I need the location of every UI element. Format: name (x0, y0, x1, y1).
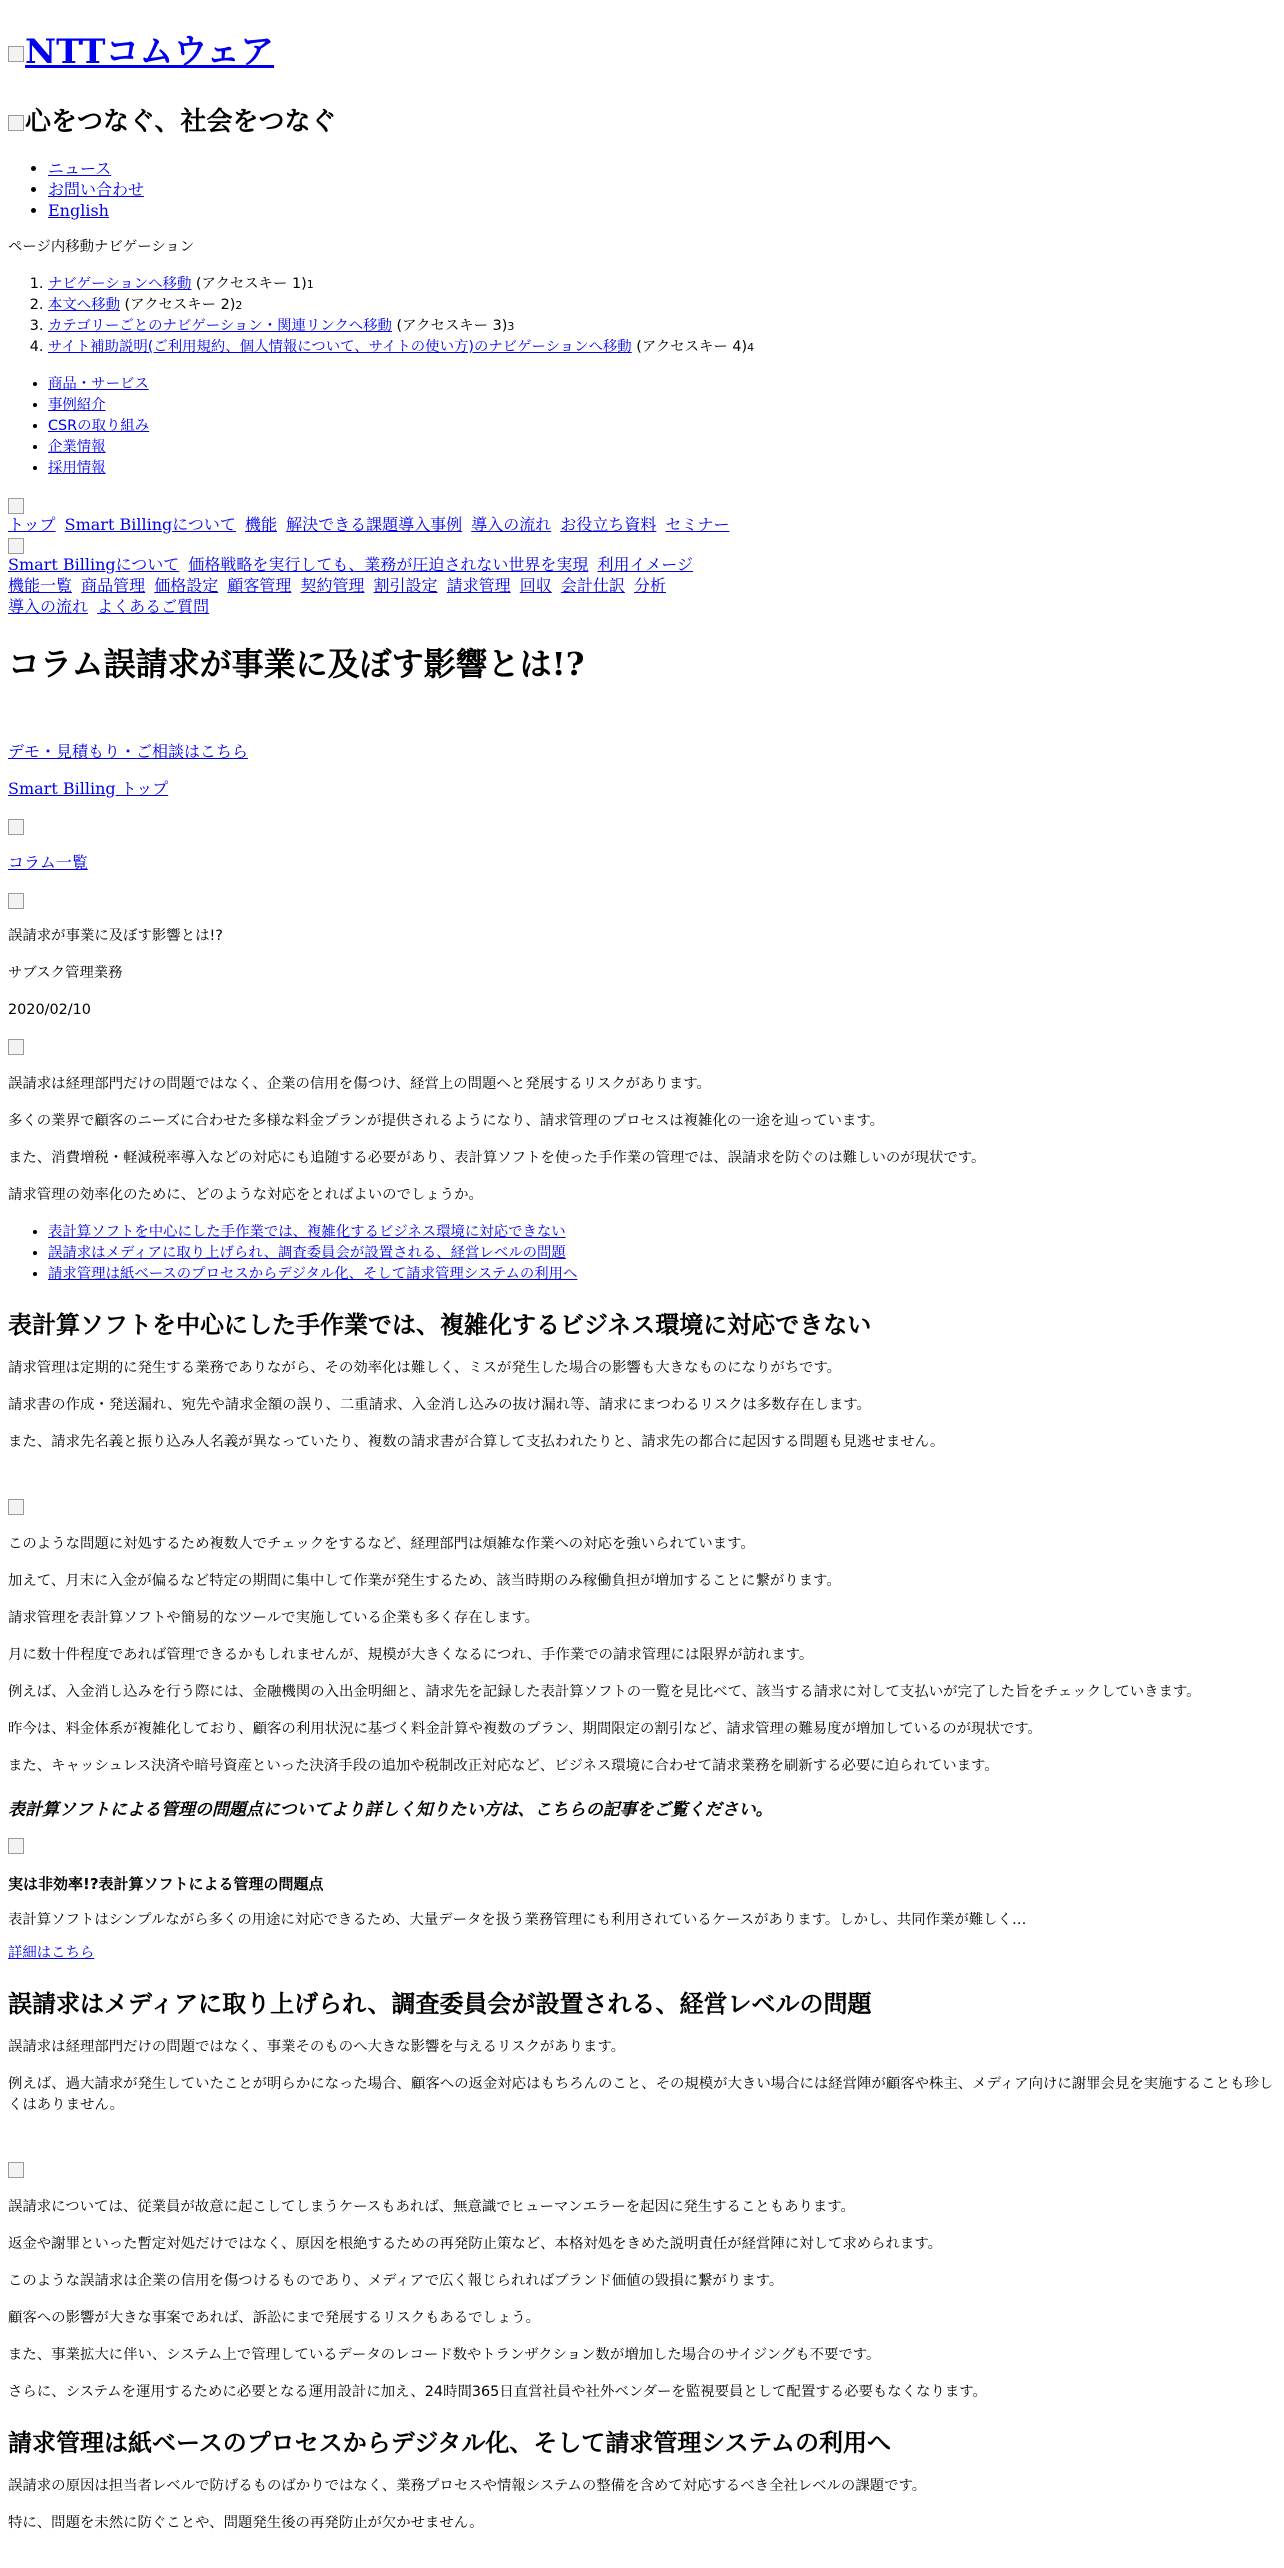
skip-nav-title: ページ内移動ナビゲーション (8, 239, 195, 255)
skip-to-nav-link[interactable]: ナビゲーションへ移動 (48, 276, 192, 292)
section-1-paragraph: 昨今は、料金体系が複雑化しており、顧客の利用状況に基づく料金計算や複数のプラン、期間限定の割引など、請求管理の難易度が増加しているのが現状です。 (8, 1721, 1042, 1737)
section-2-paragraph: 返金や謝罪といった暫定対処だけではなく、原因を根絶するための再発防止策など、本格対処をきめた説明責任が経営陣に対して求められます。 (8, 2236, 942, 2252)
global-nav-cases[interactable]: 事例紹介 (48, 397, 106, 413)
section-2-paragraph: また、事業拡大に伴い、システム上で管理しているデータのレコード数やトランザクション数が増加した場合のサイジングも不要です。 (8, 2347, 881, 2363)
product-nav-about[interactable]: Smart Billingについて (64, 515, 236, 534)
sub-nav-link[interactable]: 回収 (519, 576, 552, 595)
article-thumbnail (8, 889, 1276, 910)
intro-paragraph: また、消費増税・軽減税率導入などの対応にも追随する必要があり、表計算ソフトを使った手作業の管理では、誤請求を防ぐのは難しいのが現状です。 (8, 1150, 986, 1166)
access-key-number: 4 (747, 341, 755, 354)
sub-nav-link[interactable]: 契約管理 (300, 576, 365, 595)
global-nav-item (48, 416, 1276, 437)
skip-nav-note: (アクセスキー 1) (191, 276, 307, 292)
sub-nav-flow (8, 596, 1276, 617)
product-nav (8, 514, 1276, 535)
global-nav-products[interactable]: 商品・サービス (48, 376, 149, 392)
utility-links (8, 158, 1276, 221)
skip-nav-item (48, 337, 1276, 358)
section-2-paragraph: 誤請求は経理部門だけの問題ではなく、事業そのものへ大きな影響を与えるリスクがあります。 (8, 2039, 626, 2055)
utility-link-item (48, 200, 1276, 221)
related-article-title: 実は非効率!?表計算ソフトによる管理の問題点 (8, 1875, 324, 1893)
tagline (8, 101, 1276, 138)
sub-nav-link[interactable]: 割引設定 (373, 576, 438, 595)
toc-link-section-3[interactable]: 請求管理は紙ベースのプロセスからデジタル化、そして請求管理システムの利用へ (48, 1266, 578, 1282)
sub-nav-about (8, 554, 1276, 575)
intro-paragraph: 多くの業界で顧客のニーズに合わせた多様な料金プランが提供されるようになり、請求管理のプロセスは複雑化の一途を辿っています。 (8, 1113, 884, 1129)
related-article-image-icon (8, 1838, 24, 1854)
skip-nav-note: (アクセスキー 2) (119, 297, 236, 313)
related-article-heading: 表計算ソフトによる管理の問題点についてより詳しく知りたい方は、こちらの記事をご覧ください。 (8, 1800, 773, 1820)
section-2-paragraph: さらに、システムを運用するために必要となる運用設計に加え、24時間365日直営社員や社外ベンダーを監視要員として配置する必要もなくなります。 (8, 2384, 987, 2400)
global-nav-csr[interactable]: CSRの取り組み (48, 418, 150, 434)
toc-link-section-1[interactable]: 表計算ソフトを中心にした手作業では、複雑化するビジネス環境に対応できない (48, 1224, 566, 1240)
contact-link[interactable]: お問い合わせ (48, 180, 145, 199)
product-nav-resources[interactable]: お役立ち資料 (560, 515, 657, 534)
article-thumbnail-icon (8, 893, 24, 909)
section-2-image (8, 2160, 1276, 2181)
logo-text: NTTコムウェア (25, 32, 275, 72)
section-1-paragraph: また、キャッシュレス決済や暗号資産といった決済手段の追加や税制改正対応など、ビジネス環境に合わせて請求業務を刷新する必要に迫られています。 (8, 1758, 999, 1774)
utility-link-item (48, 158, 1276, 179)
sub-nav-link[interactable]: 機能一覧 (8, 576, 73, 595)
site-logo-link[interactable] (8, 32, 274, 72)
toc-item (48, 1222, 1276, 1243)
utility-link-item (48, 179, 1276, 200)
column-list-link[interactable]: コラム一覧 (8, 853, 88, 872)
sub-nav-link[interactable]: 顧客管理 (227, 576, 292, 595)
skip-to-site-help-link[interactable]: サイト補助説明(ご利用規約、個人情報について、サイトの使い方)のナビゲーションへ移動 (48, 339, 632, 355)
section-2-paragraph: 例えば、過大請求が発生していたことが明らかになった場合、顧客への返金対応はもちろんのこと、その規模が大きい場合には経営陣が顧客や株主、メディア向けに謝罪会見を実施することも珍しくはありません。 (8, 2076, 1274, 2113)
section-1-paragraph: また、請求先名義と振り込み人名義が異なっていたり、複数の請求書が合算して支払われたりと、請求先の都合に起因する問題も見逃せません。 (8, 1434, 945, 1450)
section-1-image-icon (8, 1499, 24, 1515)
product-nav-flow[interactable]: 導入の流れ (471, 515, 552, 534)
section-1-paragraph: 例えば、入金消し込みを行う際には、金融機関の入出金明細と、請求先を記録した表計算ソフトの一覧を見比べて、該当する請求に対して支払いが完了した旨をチェックしていきます。 (8, 1684, 1201, 1700)
product-nav-seminar[interactable]: セミナー (665, 515, 730, 534)
skip-to-category-link[interactable]: カテゴリーごとのナビゲーション・関連リンクへ移動 (48, 318, 392, 334)
english-link[interactable]: English (48, 201, 109, 220)
article-hero-image (8, 1037, 1276, 1058)
skip-to-main-link[interactable]: 本文へ移動 (48, 297, 120, 313)
global-nav-item (48, 458, 1276, 479)
skip-nav-note: (アクセスキー 4) (631, 339, 748, 355)
section-3-heading: 請求管理は紙ベースのプロセスからデジタル化、そして請求管理システムの利用へ (8, 2429, 891, 2457)
global-nav-item (48, 395, 1276, 416)
related-article-detail-link[interactable]: 詳細はこちら (8, 1945, 95, 1961)
section-1-paragraph: 月に数十件程度であれば管理できるかもしれませんが、規模が大きくなるにつれ、手作業での請求管理には限界が訪れます。 (8, 1647, 814, 1663)
cta-paragraph (8, 741, 1276, 762)
sub-nav-link[interactable]: 利用イメージ (597, 555, 694, 574)
sub-nav-features (8, 575, 1276, 596)
toc-item (48, 1264, 1276, 1285)
article-title: 誤請求が事業に及ぼす影響とは!? (8, 928, 223, 944)
section-2-image-icon (8, 2162, 24, 2178)
sub-nav-link[interactable]: 分析 (633, 576, 666, 595)
site-logo-heading (8, 24, 1276, 73)
section-1-image (8, 1497, 1276, 1518)
demo-quote-link[interactable]: デモ・見積もり・ご相談はこちら (8, 742, 249, 761)
sub-nav-image (8, 535, 1276, 554)
skip-nav-list (8, 274, 1276, 358)
sub-nav-link[interactable]: 価格設定 (154, 576, 219, 595)
article (8, 926, 1276, 2534)
access-key-number: 3 (507, 320, 515, 333)
product-nav-features[interactable]: 機能 (245, 515, 278, 534)
related-article-link-paragraph (8, 1943, 1276, 1964)
toc-item (48, 1243, 1276, 1264)
intro-paragraph: 誤請求は経理部門だけの問題ではなく、企業の信用を傷つけ、経営上の問題へと発展するリスクがあります。 (8, 1076, 711, 1092)
section-2-paragraph: このような誤請求は企業の信用を傷つけるものであり、メディアで広く報じられればブランド価値の毀損に繋がります。 (8, 2273, 784, 2289)
article-date: 2020/02/10 (8, 1002, 91, 1018)
section-2-paragraph: 顧客への影響が大きな事案であれば、訴訟にまで発展するリスクもあるでしょう。 (8, 2310, 541, 2326)
column-list-paragraph (8, 852, 1276, 873)
global-nav-company[interactable]: 企業情報 (48, 439, 106, 455)
section-1-paragraph: 請求管理は定期的に発生する業務でありながら、その効率化は難しく、ミスが発生した場合の影響も大きなものになりがちです。 (8, 1360, 842, 1376)
section-2-heading: 誤請求はメディアに取り上げられ、調査委員会が設置される、経営レベルの問題 (8, 1990, 872, 2018)
skip-nav-item (48, 274, 1276, 295)
section-2-paragraph: 誤請求については、従業員が故意に起こしてしまうケースもあれば、無意識でヒューマンエラーを起因に発生することもあります。 (8, 2199, 855, 2215)
global-nav-recruit[interactable]: 採用情報 (48, 460, 106, 476)
global-nav (8, 374, 1276, 479)
skip-nav-item (48, 316, 1276, 337)
table-of-contents (8, 1222, 1276, 1285)
smart-billing-top-link[interactable]: Smart Billing トップ (8, 779, 169, 798)
sub-nav-link[interactable]: よくあるご質問 (97, 597, 210, 616)
sub-nav-link[interactable]: 商品管理 (81, 576, 146, 595)
article-category: サブスク管理業務 (8, 965, 123, 981)
section-1-paragraph: 請求管理を表計算ソフトや簡易的なツールで実施している企業も多く存在します。 (8, 1610, 540, 1626)
toc-link-section-2[interactable]: 誤請求はメディアに取り上げられ、調査委員会が設置される、経営レベルの問題 (48, 1245, 566, 1261)
tagline-image-icon (8, 115, 24, 131)
related-article-excerpt: 表計算ソフトはシンプルながら多くの用途に対応できるため、大量データを扱う業務管理にも利用されているケースがあります。しかし、共同作業が難しく… (8, 1912, 1027, 1928)
section-3-paragraph: 誤請求の原因は担当者レベルで防げるものばかりではなく、業務プロセスや情報システムの整備を含めて対応するべき全社レベルの課題です。 (8, 2478, 927, 2494)
article-hero-image-icon (8, 1039, 24, 1055)
skip-nav-note: (アクセスキー 3) (391, 318, 508, 334)
sub-nav-link[interactable]: Smart Billingについて (8, 555, 180, 574)
related-article-image (8, 1836, 1276, 1857)
product-logo (8, 495, 1276, 514)
section-1-paragraph: このような問題に対処するため複数人でチェックをするなど、経理部門は煩雑な作業への対応を強いられています。 (8, 1536, 755, 1552)
sub-nav-image-icon (8, 538, 24, 554)
sub-nav-link[interactable]: 価格戦略を実行しても、業務が圧迫されない世界を実現 (188, 555, 589, 574)
sub-nav-link[interactable]: 導入の流れ (8, 597, 89, 616)
product-logo-image-icon (8, 498, 24, 514)
banner-image-icon (8, 819, 24, 835)
global-nav-item (48, 374, 1276, 395)
section-1-heading: 表計算ソフトを中心にした手作業では、複雑化するビジネス環境に対応できない (8, 1311, 872, 1339)
skip-nav-item (48, 295, 1276, 316)
product-nav-cases[interactable]: 解決できる課題導入事例 (286, 515, 463, 534)
access-key-number: 2 (235, 299, 243, 312)
news-link[interactable]: ニュース (48, 159, 112, 178)
page-title: コラム誤請求が事業に及ぼす影響とは!? (8, 645, 585, 683)
sub-nav-link[interactable]: 会計仕訳 (560, 576, 625, 595)
section-1-paragraph: 請求書の作成・発送漏れ、宛先や請求金額の誤り、二重請求、入金消し込みの抜け漏れ等、請求にまつわるリスクは多数存在します。 (8, 1397, 871, 1413)
top-link-paragraph (8, 778, 1276, 799)
sub-nav-link[interactable]: 請求管理 (446, 576, 511, 595)
logo-image-icon (8, 46, 24, 62)
banner-image (8, 815, 1276, 836)
product-nav-top[interactable]: トップ (8, 515, 56, 534)
section-3-paragraph: 特に、問題を未然に防ぐことや、問題発生後の再発防止が欠かせません。 (8, 2515, 484, 2531)
global-nav-item (48, 437, 1276, 458)
tagline-text: 心をつなぐ、社会をつなぐ (25, 107, 337, 137)
access-key-number: 1 (306, 278, 314, 291)
section-1-paragraph: 加えて、月末に入金が偏るなど特定の期間に集中して作業が発生するため、該当時期のみ稼働負担が増加することに繋がります。 (8, 1573, 841, 1589)
intro-paragraph: 請求管理の効率化のために、どのような対応をとればよいのでしょうか。 (8, 1187, 483, 1203)
